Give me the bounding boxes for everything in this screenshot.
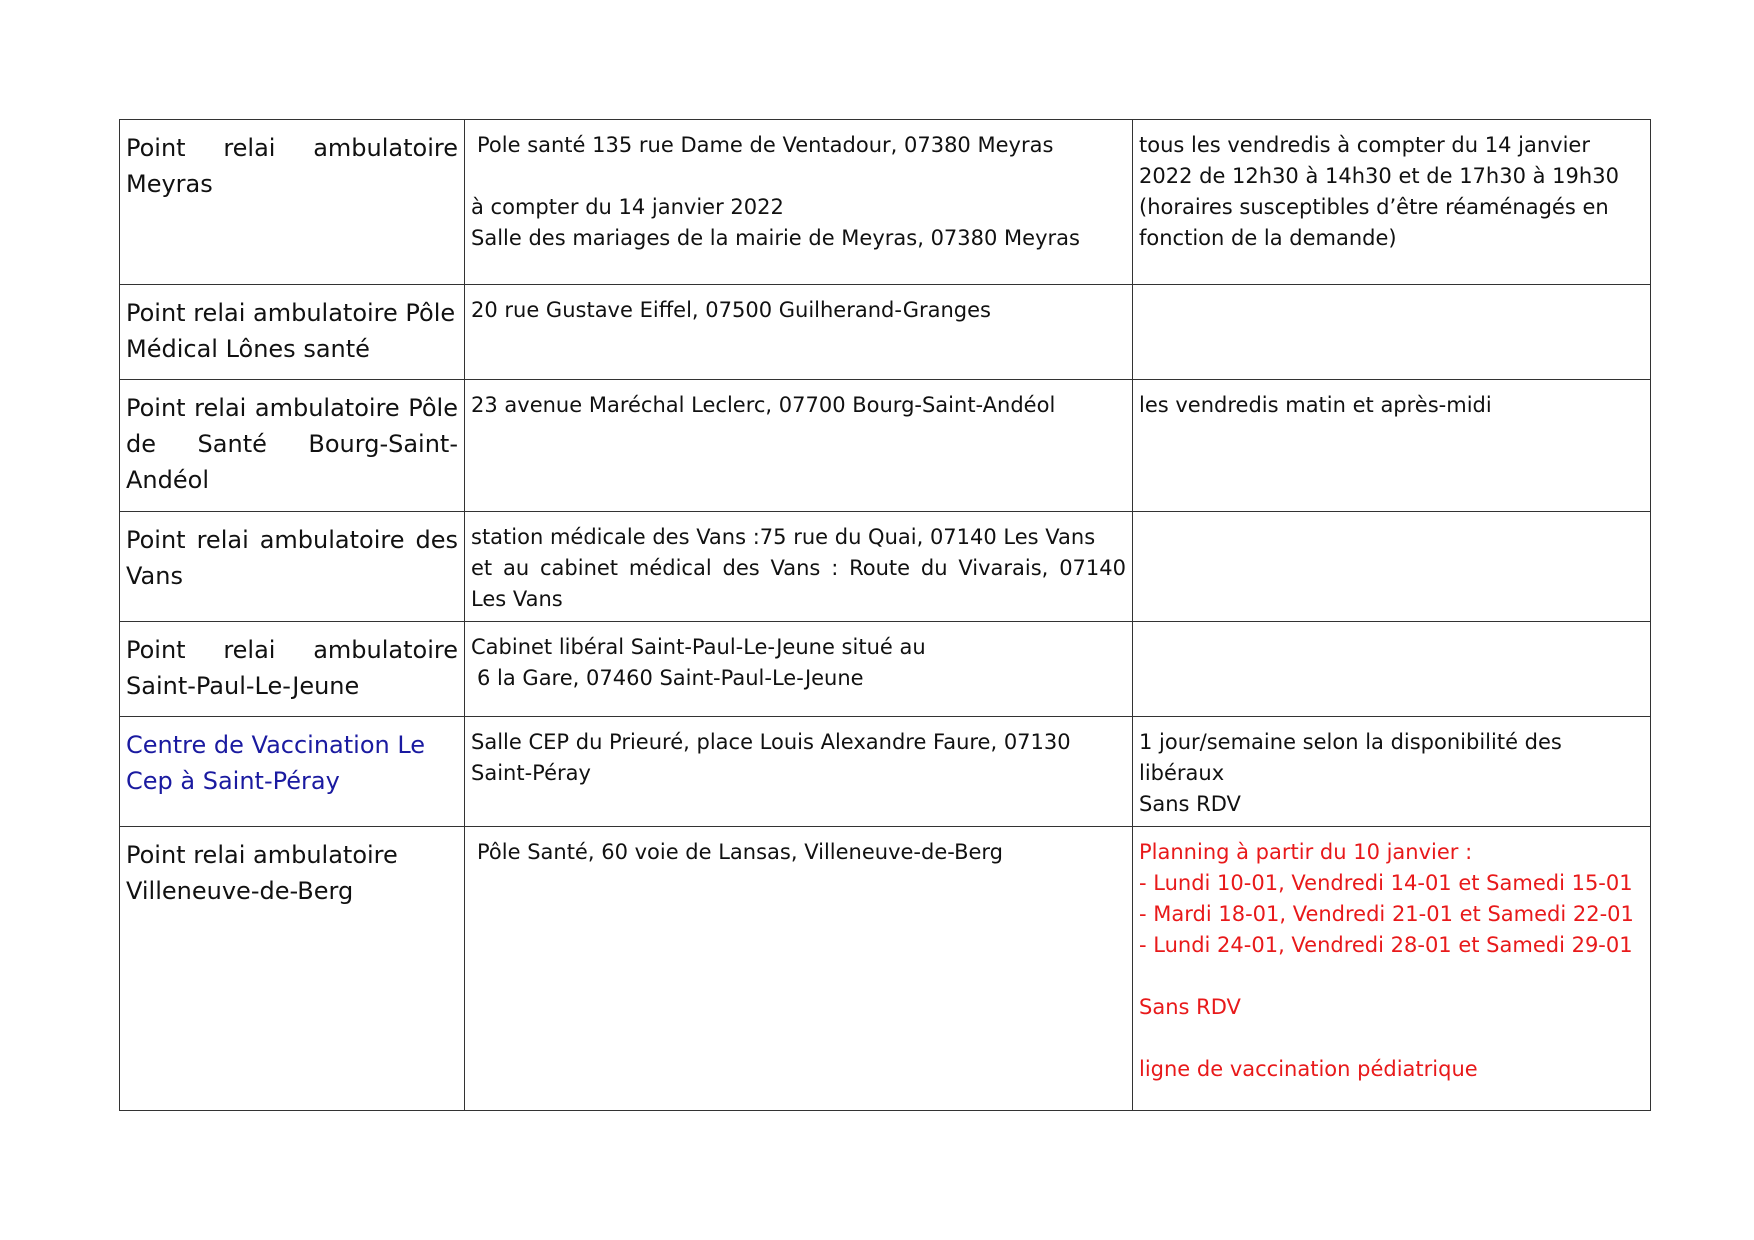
schedule-line [1139,1023,1644,1054]
address-line: Pôle Santé, 60 voie de Lansas, Villeneuve-de-Berg [477,840,1004,864]
address-line: Cabinet libéral Saint-Paul-Le-Jeune situé au [471,635,926,659]
row-address-cell [465,717,1133,827]
address-line: station médicale des Vans :75 rue du Quai, 07140 Les Vans [471,525,1096,549]
row-name-cell: Point relai ambulatoire Pôle de Santé Bourg-Saint-Andéol [120,380,465,512]
table-row [120,827,1651,1111]
address-line: Pole santé 135 rue Dame de Ventadour, 07380 Meyras [477,133,1054,157]
row-schedule-cell [1133,285,1651,380]
table-row [120,120,1651,285]
table-row [120,622,1651,717]
row-name-cell: Point relai ambulatoire Saint-Paul-Le-Jeune [120,622,465,717]
table-row [120,285,1651,380]
schedule-text: les vendredis matin et après-midi [1139,393,1492,417]
address-line [471,161,1126,192]
row-name-cell: Point relai ambulatoire des Vans [120,512,465,622]
table-row [120,512,1651,622]
address-line: à compter du 14 janvier 2022 [471,195,784,219]
row-schedule-cell [1133,380,1651,512]
address-line: Salle CEP du Prieuré, place Louis Alexandre Faure, 07130 Saint-Péray [471,730,1071,785]
row-name-cell: Centre de Vaccination Le Cep à Saint-Péray [120,717,465,827]
row-address-cell [465,512,1133,622]
schedule-line: Sans RDV [1139,792,1241,816]
row-name-cell: Point relai ambulatoire Pôle Médical Lônes santé [120,285,465,380]
row-schedule-cell [1133,827,1651,1111]
row-name-cell: Point relai ambulatoire Villeneuve-de-Berg [120,827,465,1111]
table-row [120,380,1651,512]
row-schedule-cell [1133,120,1651,285]
schedule-line: Planning à partir du 10 janvier : [1139,840,1473,864]
schedule-line: ligne de vaccination pédiatrique [1139,1057,1478,1081]
schedule-text: tous les vendredis à compter du 14 janvier 2022 de 12h30 à 14h30 et de 17h30 à 19h30 (horaires susceptibles d’être réaménagés en fonction de la demande) [1139,133,1619,250]
row-schedule-cell [1133,622,1651,717]
schedule-line: - Lundi 24-01, Vendredi 28-01 et Samedi 29-01 [1139,933,1633,957]
vaccination-points-table [119,119,1651,1111]
schedule-line: 1 jour/semaine selon la disponibilité des libéraux [1139,730,1562,785]
row-name-cell: Point relai ambulatoire Meyras [120,120,465,285]
row-schedule-cell [1133,717,1651,827]
table-row [120,717,1651,827]
address-line: Salle des mariages de la mairie de Meyras, 07380 Meyras [471,226,1080,250]
schedule-line: - Mardi 18-01, Vendredi 21-01 et Samedi 22-01 [1139,902,1634,926]
row-address-cell [465,120,1133,285]
address-line: 6 la Gare, 07460 Saint-Paul-Le-Jeune [477,666,864,690]
address-line: 23 avenue Maréchal Leclerc, 07700 Bourg-Saint-Andéol [471,393,1056,417]
address-line: 20 rue Gustave Eiffel, 07500 Guilherand-Granges [471,298,991,322]
schedule-line [1139,961,1644,992]
address-line: et au cabinet médical des Vans : Route du Vivarais, 07140 Les Vans [471,556,1126,611]
row-schedule-cell [1133,512,1651,622]
row-address-cell [465,285,1133,380]
row-address-cell [465,827,1133,1111]
row-address-cell [465,622,1133,717]
row-address-cell [465,380,1133,512]
schedule-line: Sans RDV [1139,995,1241,1019]
schedule-line: - Lundi 10-01, Vendredi 14-01 et Samedi 15-01 [1139,871,1633,895]
